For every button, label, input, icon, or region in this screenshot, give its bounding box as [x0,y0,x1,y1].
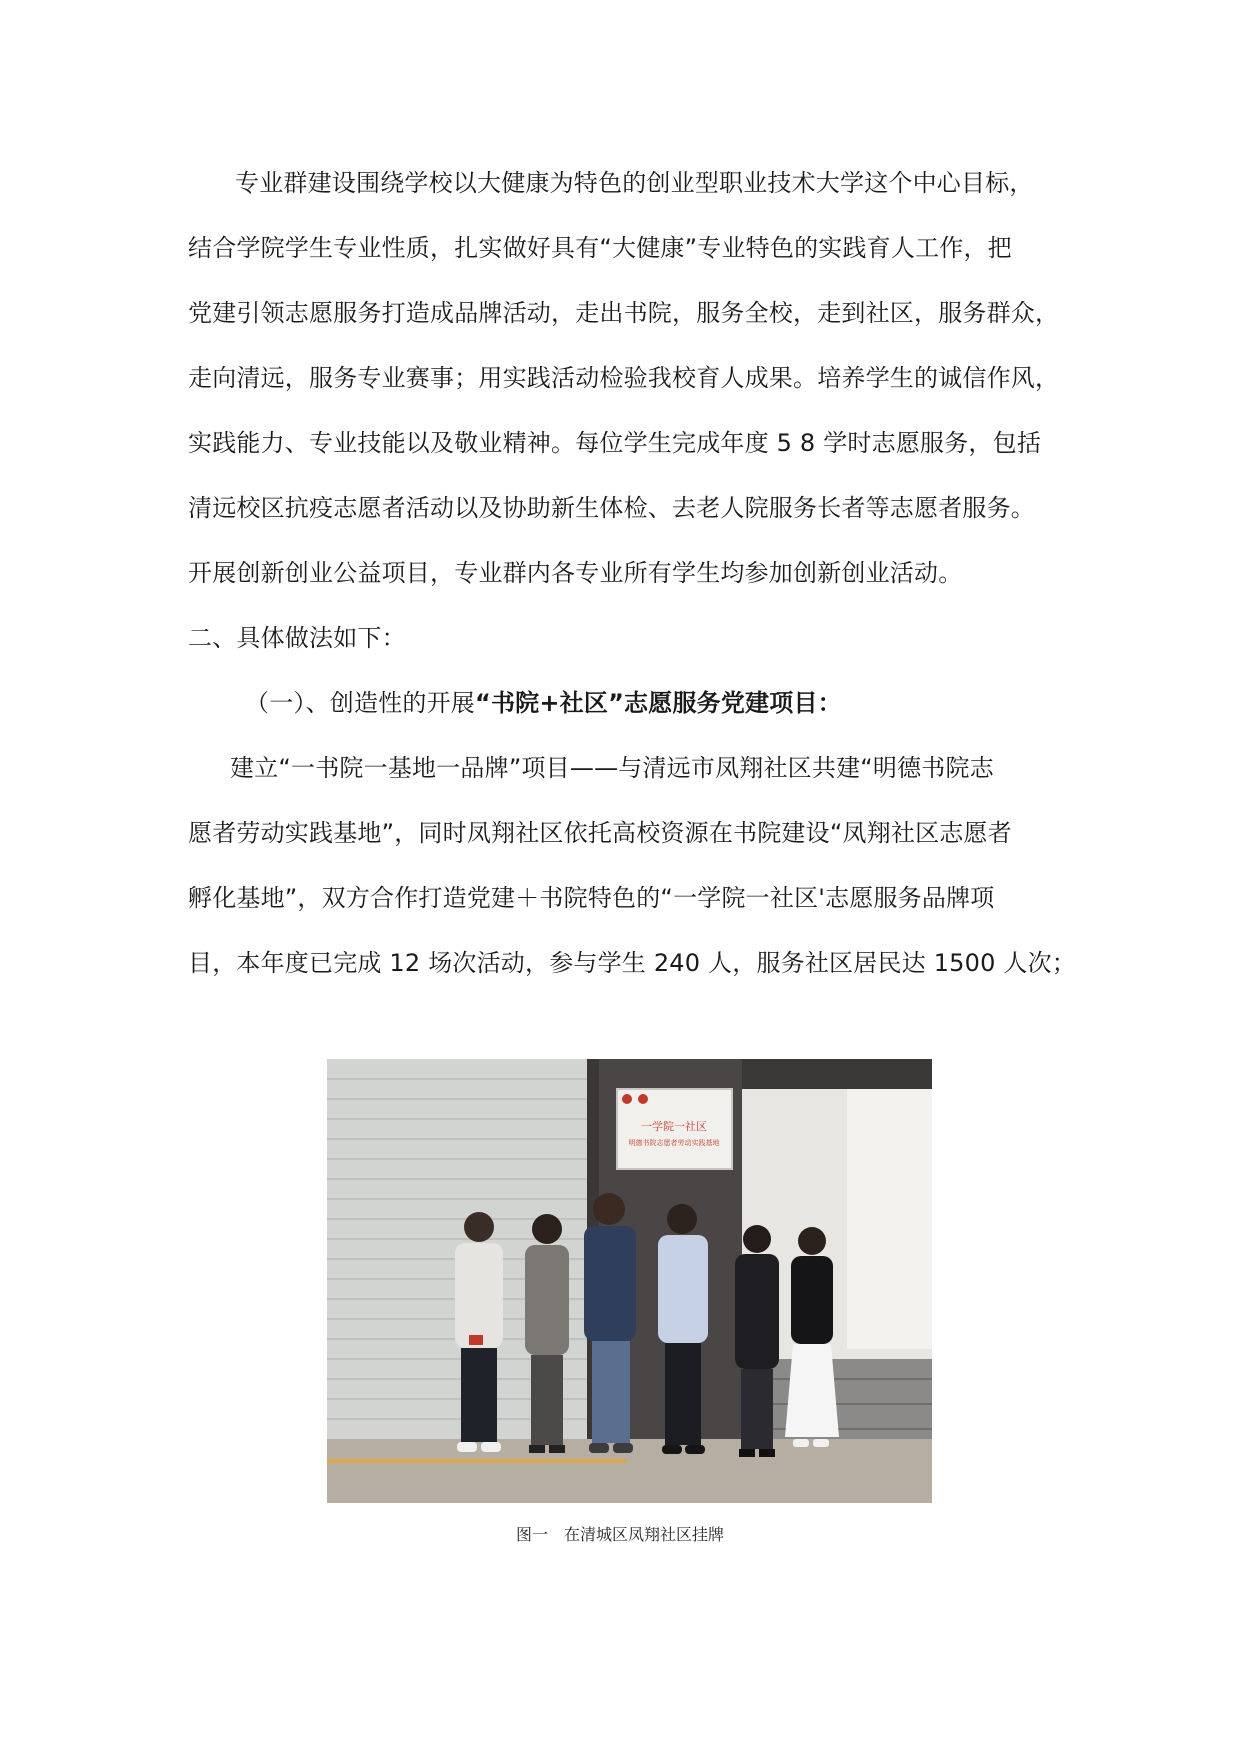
person [785,1227,839,1447]
section-heading: 二、具体做法如下： [188,624,406,652]
paragraph-line: 专业群建设围绕学校以大健康为特色的创业型职业技术大学这个中心目标， [235,169,1034,197]
subheading-prefix: （一）、创造性的开展 [245,689,475,717]
figure-caption: 图一 在清城区凤翔社区挂牌 [515,1525,724,1544]
subsection-heading [245,686,842,720]
paragraph-line: 结合学院学生专业性质，扎实做好具有“大健康”专业特色的实践育人工作，把 [188,234,1012,262]
paragraph-line: 清远校区抗疫志愿者活动以及协助新生体检、去老人院服务长者等志愿者服务。 [188,494,1035,522]
person [658,1204,708,1454]
person [455,1212,503,1452]
paragraph-line: 目，本年度已完成 12 场次活动，参与学生 240 人，服务社区居民达 1500 人次； [188,949,1076,977]
paragraph-line: 建立“一书院一基地一品牌”项目——与清远市凤翔社区共建“明德书院志 [230,754,994,782]
plaque-title: 一学院一社区 [641,1120,707,1133]
paragraph-line: 实践能力、专业技能以及敬业精神。每位学生完成年度 5 8 学时志愿服务，包括 [188,429,1042,457]
paragraph-line: 孵化基地”，双方合作打造党建＋书院特色的“一学院一社区'志愿服务品牌项 [188,884,995,912]
person [525,1214,569,1453]
paragraph-line: 党建引领志愿服务打造成品牌活动，走出书院，服务全校，走到社区，服务群众， [188,299,1060,327]
group-photo [327,1059,932,1503]
paragraph-line: 愿者劳动实践基地”，同时凤翔社区依托高校资源在书院建设“凤翔社区志愿者 [188,819,1012,847]
plaque-subtitle: 明德书院志愿者劳动实践基地 [628,1139,720,1147]
person [735,1225,779,1457]
paragraph-line: 走向清远，服务专业赛事；用实践活动检验我校育人成果。培养学生的诚信作风， [188,364,1060,392]
paragraph-line: 开展创新创业公益项目，专业群内各专业所有学生均参加创新创业活动。 [188,559,963,587]
subheading-bold: “书院+社区”志愿服务党建项目： [475,689,842,717]
